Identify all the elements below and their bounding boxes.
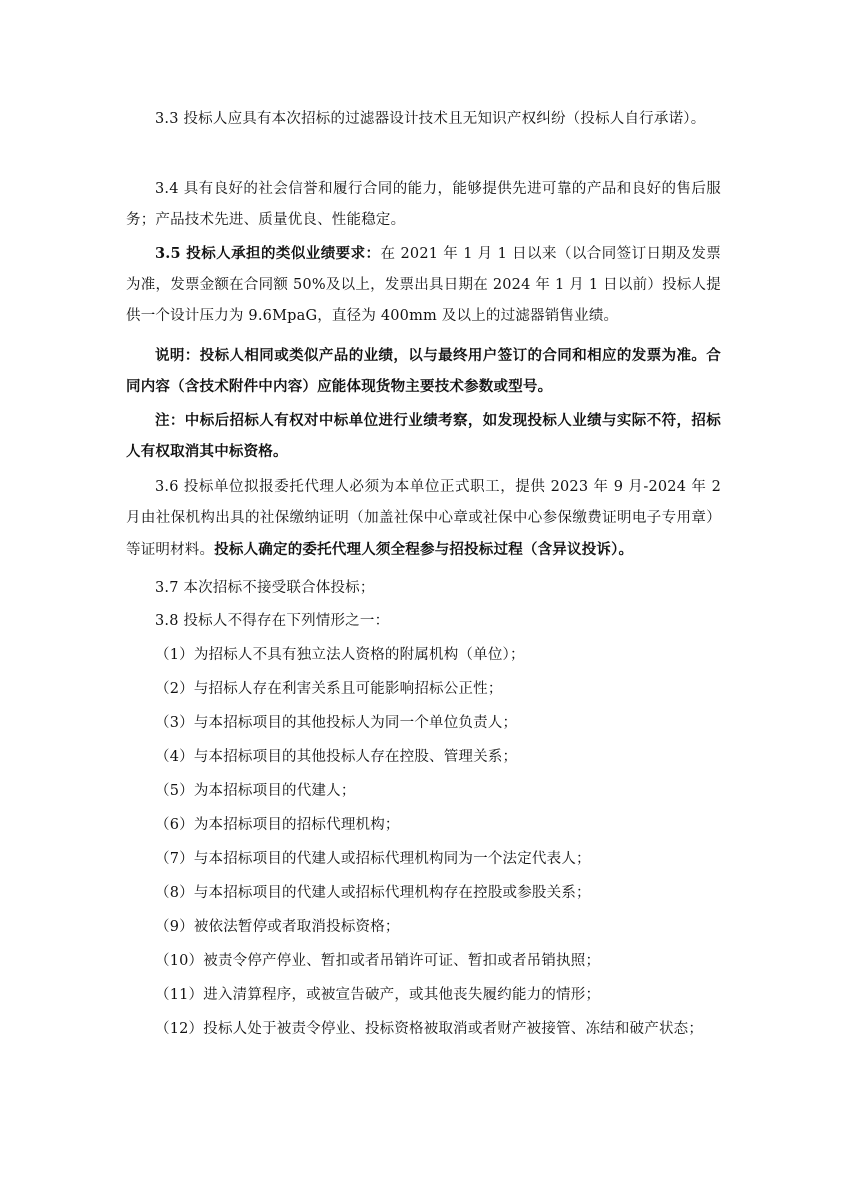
clause-3-8-text: 3.8 投标人不得存在下列情形之一： <box>155 613 390 629</box>
list-item: （12）投标人处于被责令停业、投标资格被取消或者财产被接管、冻结和破产状态； <box>155 1021 704 1037</box>
note-award-text: 注：中标后招标人有权对中标单位进行业绩考察，如发现投标人业绩与实际不符，招标人有权取消其中标资格。 <box>126 412 721 460</box>
list-item: （7）与本招标项目的代建人或招标代理机构同为一个法定代表人； <box>155 851 591 867</box>
clause-3-7 <box>126 573 721 604</box>
clause-3-3 <box>126 104 721 135</box>
clause-3-5 <box>126 238 721 332</box>
clause-3-6 <box>126 472 721 566</box>
list-item: （6）为本招标项目的招标代理机构； <box>155 817 400 833</box>
list-item: （11）进入清算程序，或被宣告破产，或其他丧失履约能力的情形； <box>155 987 601 1003</box>
list-item: （4）与本招标项目的其他投标人存在控股、管理关系； <box>155 749 518 765</box>
list-item: （5）为本招标项目的代建人； <box>155 783 356 799</box>
clause-3-3-text: 3.3 投标人应具有本次招标的过滤器设计技术且无知识产权纠纷（投标人自行承诺）。 <box>155 111 706 127</box>
clause-3-5-heading: 3.5 投标人承担的类似业绩要求： <box>155 245 381 262</box>
list-item: （2）与招标人存在利害关系且可能影响招标公正性； <box>155 681 503 697</box>
clause-3-6-bold-tail: 投标人确定的委托代理人须全程参与招投标过程（含异议投诉）。 <box>214 541 634 558</box>
note-explanation-text: 说明：投标人相同或类似产品的业绩，以与最终用户签订的合同和相应的发票为准。合同内容（含技术附件中内容）应能体现货物主要技术参数或型号。 <box>126 347 721 395</box>
list-item: （10）被责令停产停业、暂扣或者吊销许可证、暂扣或者吊销执照； <box>155 953 601 969</box>
note-explanation <box>126 340 721 402</box>
list-item: （9）被依法暂停或者取消投标资格； <box>155 919 400 935</box>
list-item: （3）与本招标项目的其他投标人为同一个单位负责人； <box>155 715 518 731</box>
list-item: （8）与本招标项目的代建人或招标代理机构存在控股或参股关系； <box>155 885 591 901</box>
clause-3-4 <box>126 174 721 236</box>
clause-3-5-text: 在 2021 年 1 月 1 日以来（以合同签订日期及发票为准，发票金额在合同额 50%及以上，发票出具日期在 2024 年 1 月 1 日以前）投标人提供一个设计压力为 9.6MpaG，直径为 400mm 及以上的过滤器销售业绩。 <box>126 246 721 324</box>
clause-3-8 <box>126 606 721 637</box>
list-item: （1）为招标人不具有独立法人资格的附属机构（单位）； <box>155 647 525 663</box>
clause-3-6-text: 3.6 投标单位拟报委托代理人必须为本单位正式职工，提供 2023 年 9 月-2024 年 2 月由社保机构出具的社保缴纳证明（加盖社保中心章或社保中心参保缴费证明电子专用章）等证明材料。 <box>126 479 721 558</box>
note-award <box>126 405 721 467</box>
clause-3-7-text: 3.7 本次招标不接受联合体投标； <box>155 580 375 596</box>
clause-3-4-text: 3.4 具有良好的社会信誉和履行合同的能力，能够提供先进可靠的产品和良好的售后服务；产品技术先进、质量优良、性能稳定。 <box>126 181 721 228</box>
